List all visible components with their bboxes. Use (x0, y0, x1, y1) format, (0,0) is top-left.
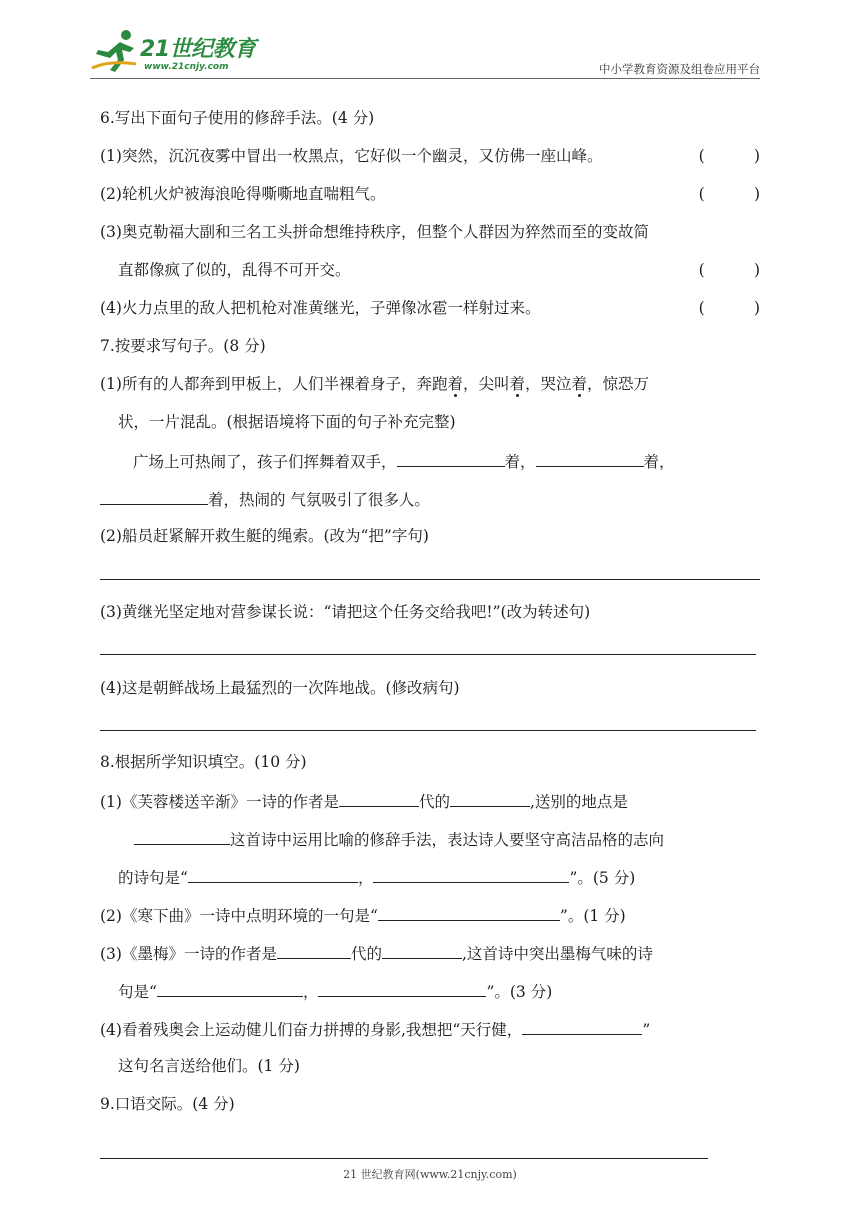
q6-item-1-answer-box[interactable]: ( ) (698, 147, 760, 165)
emphasis-char: 着 (571, 375, 588, 393)
q7-title: 7.按要求写句子。(8 分) (100, 337, 266, 355)
fill-blank[interactable] (188, 864, 358, 883)
q7-item-1-text-b: ，尖叫 (462, 375, 510, 393)
logo (90, 28, 260, 76)
q8-i1-text-d: 这首诗中运用比喻的修辞手法，表达诗人要坚守高洁品格的志向 (230, 831, 665, 849)
q8-item-2 (100, 902, 626, 926)
q8-i1-text-b: 代的 (418, 793, 450, 811)
q7-item-3: (3)黄继光坚定地对营参谋长说：“请把这个任务交给我吧!”(改为转述句) (100, 603, 591, 621)
q6-item-3-answer-box[interactable]: ( ) (698, 261, 760, 279)
fill-blank[interactable] (522, 1016, 642, 1035)
fill-blank[interactable] (373, 864, 569, 883)
q8-i3-text-c: ,这首诗中突出墨梅气味的诗 (461, 945, 653, 963)
q8-i1-text-c: ,送别的地点是 (529, 793, 628, 811)
q7-fill-text-d: 着，热闹的 气氛吸引了很多人。 (208, 491, 430, 509)
header-platform-name: 中小学教育资源及组卷应用平台 (599, 62, 760, 76)
q6-item-2 (100, 182, 760, 206)
q8-i4-text-b: ” (642, 1021, 651, 1039)
q7-item-1-line1 (100, 372, 649, 396)
q8-item-4-line1 (100, 1016, 650, 1040)
q8-i1-text-g: ”。(5 分) (569, 869, 636, 887)
q6-item-4 (100, 296, 760, 320)
fill-blank[interactable] (100, 486, 208, 505)
q6-item-1-text: (1)突然，沉沉夜雾中冒出一枚黑点，它好似一个幽灵，又仿佛一座山峰。 (100, 147, 603, 165)
q8-i1-text-f: ， (357, 869, 374, 887)
q8-i1-text-a: (1)《芙蓉楼送辛渐》一诗的作者是 (100, 793, 339, 811)
q6-item-4-answer-box[interactable]: ( ) (698, 299, 760, 317)
q7-item-1-fill-line2 (100, 486, 430, 510)
q8-i3-text-a: (3)《墨梅》一诗的作者是 (100, 945, 277, 963)
q7-item-3-answer-line[interactable] (100, 654, 756, 655)
fill-blank[interactable] (450, 788, 530, 807)
fill-blank[interactable] (378, 902, 560, 921)
logo-text: 21世纪教育 (140, 37, 256, 62)
q8-item-3-line2 (100, 978, 552, 1002)
q7-item-1-line2: 状，一片混乱。(根据语境将下面的句子补充完整) (118, 413, 456, 431)
logo-url: www.21cnjy.com (144, 62, 229, 72)
q8-i1-text-e: 的诗句是“ (118, 869, 188, 887)
q7-item-2-answer-line[interactable] (100, 579, 760, 580)
q7-item-4: (4)这是朝鲜战场上最猛烈的一次阵地战。(修改病句) (100, 679, 460, 697)
q7-fill-text-a: 广场上可热闹了，孩子们挥舞着双手， (133, 453, 397, 471)
q8-i3-text-f: ”。(3 分) (486, 983, 553, 1001)
q8-i4-text-a: (4)看着残奥会上运动健儿们奋力拼搏的身影,我想把“天行健， (100, 1021, 523, 1039)
q8-item-1-line1 (100, 788, 628, 812)
q7-item-1-text-a: (1)所有的人都奔到甲板上，人们半裸着身子，奔跑 (100, 375, 448, 393)
q6-item-2-text: (2)轮机火炉被海浪呛得嘶嘶地直喘粗气。 (100, 185, 386, 203)
q8-i3-text-e: ， (302, 983, 319, 1001)
q7-item-1-fill-line1 (100, 448, 675, 472)
emphasis-char: 着 (447, 375, 463, 393)
q8-item-4-line2: 这句名言送给他们。(1 分) (118, 1057, 300, 1075)
q7-item-4-answer-line[interactable] (100, 730, 756, 731)
q7-item-2: (2)船员赶紧解开救生艇的绳索。(改为“把”字句) (100, 527, 429, 545)
q7-fill-text-b: 着， (504, 453, 536, 471)
q6-item-3-line1: (3)奥克勒福大副和三名工头拼命想维持秩序，但整个人群因为猝然而至的变故简 (100, 223, 649, 241)
q6-item-1 (100, 144, 760, 168)
emphasis-char: 着 (509, 375, 526, 393)
fill-blank[interactable] (134, 826, 230, 845)
q8-i3-text-b: 代的 (350, 945, 382, 963)
footer-text: 21 世纪教育网(www.21cnjy.com) (343, 1168, 517, 1181)
q7-item-1-text-c: ，哭泣 (525, 375, 572, 393)
fill-blank[interactable] (339, 788, 419, 807)
page-header (90, 28, 760, 80)
q7-fill-text-c: 着， (643, 453, 675, 471)
q6-item-2-answer-box[interactable]: ( ) (698, 185, 760, 203)
q8-i2-text-b: ”。(1 分) (559, 907, 626, 925)
runner-icon (90, 28, 140, 74)
q6-item-4-text: (4)火力点里的敌人把机枪对准黄继光，子弹像冰雹一样射过来。 (100, 299, 541, 317)
q8-item-1-line2 (100, 826, 664, 850)
fill-blank[interactable] (536, 448, 644, 467)
q8-i3-text-d: 句是“ (118, 983, 157, 1001)
fill-blank[interactable] (157, 978, 303, 997)
q8-item-1-line3 (100, 864, 635, 888)
q6-item-3-text: 直都像疯了似的，乱得不可开交。 (118, 261, 351, 279)
q8-title: 8.根据所学知识填空。(10 分) (100, 753, 307, 771)
q7-item-1-text-d: ，惊恐万 (587, 375, 650, 393)
q6-title: 6.写出下面句子使用的修辞手法。(4 分) (100, 109, 375, 127)
fill-blank[interactable] (382, 940, 462, 959)
q8-item-3-line1 (100, 940, 653, 964)
fill-blank[interactable] (277, 940, 351, 959)
header-divider (90, 78, 760, 79)
fill-blank[interactable] (318, 978, 486, 997)
fill-blank[interactable] (397, 448, 505, 467)
q9-title: 9.口语交际。(4 分) (100, 1095, 235, 1113)
footer-divider (100, 1158, 708, 1159)
q6-item-3-line2 (100, 258, 760, 282)
q8-i2-text-a: (2)《寒下曲》一诗中点明环境的一句是“ (100, 907, 378, 925)
